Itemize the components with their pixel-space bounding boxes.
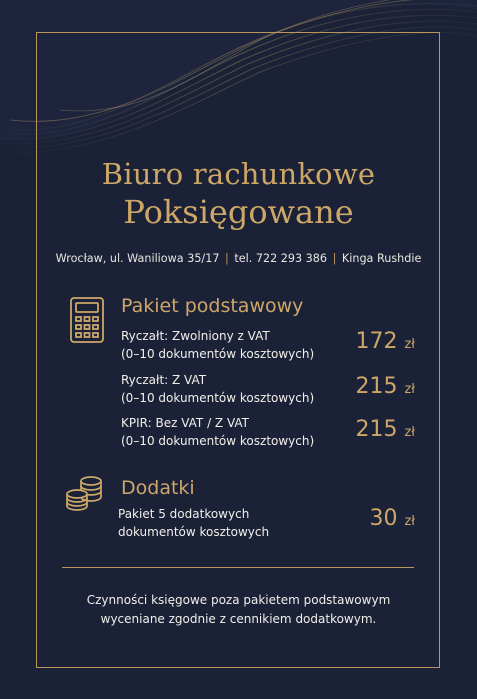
- package-price: [355, 374, 415, 399]
- package-price: [355, 329, 415, 354]
- price-unit: zł: [404, 337, 415, 352]
- package-row: [118, 505, 269, 541]
- contact-person: Kinga Rushdie: [341, 252, 422, 265]
- package-row: [121, 371, 314, 407]
- footnote: [0, 591, 477, 629]
- package-price: [369, 506, 415, 531]
- calculator-icon: [69, 296, 105, 344]
- package-row: [121, 327, 314, 363]
- price-unit: zł: [404, 514, 415, 529]
- coins-icon: [64, 472, 104, 512]
- package-row-name: Ryczałt: Zwolniony z VAT: [121, 329, 270, 343]
- package-row: [121, 414, 314, 450]
- price-unit: zł: [404, 382, 415, 397]
- price-value: 215: [355, 374, 398, 399]
- package-row-note: (0–10 dokumentów kosztowych): [121, 347, 315, 361]
- page-title-line2: Poksięgowane: [123, 193, 354, 231]
- section-title-extras: Dodatki: [121, 477, 195, 499]
- footnote-line1: Czynności księgowe poza pakietem podstawowym: [86, 593, 391, 607]
- contact-line: [0, 252, 477, 265]
- price-unit: zł: [404, 425, 415, 440]
- contact-separator: |: [225, 252, 229, 265]
- package-row-note: (0–10 dokumentów kosztowych): [121, 434, 315, 448]
- contact-phone: tel. 722 293 386: [234, 252, 328, 265]
- package-price: [355, 417, 415, 442]
- section-title-basic: Pakiet podstawowy: [121, 295, 304, 317]
- package-row-note: (0–10 dokumentów kosztowych): [121, 391, 315, 405]
- price-value: 172: [355, 329, 398, 354]
- page-title-line1: Biuro rachunkowe: [101, 157, 376, 191]
- price-value: 215: [355, 417, 398, 442]
- contact-address: Wrocław, ul. Waniliowa 35/17: [55, 252, 220, 265]
- divider: [62, 567, 414, 568]
- package-row-note: dokumentów kosztowych: [118, 525, 270, 539]
- package-row-name: Ryczałt: Z VAT: [121, 373, 207, 387]
- package-row-name: KPIR: Bez VAT / Z VAT: [121, 416, 250, 430]
- package-row-name: Pakiet 5 dodatkowych: [118, 507, 250, 521]
- footnote-line2: wyceniane zgodnie z cennikiem dodatkowym.: [100, 612, 377, 626]
- price-value: 30: [369, 506, 398, 531]
- contact-separator: |: [332, 252, 337, 265]
